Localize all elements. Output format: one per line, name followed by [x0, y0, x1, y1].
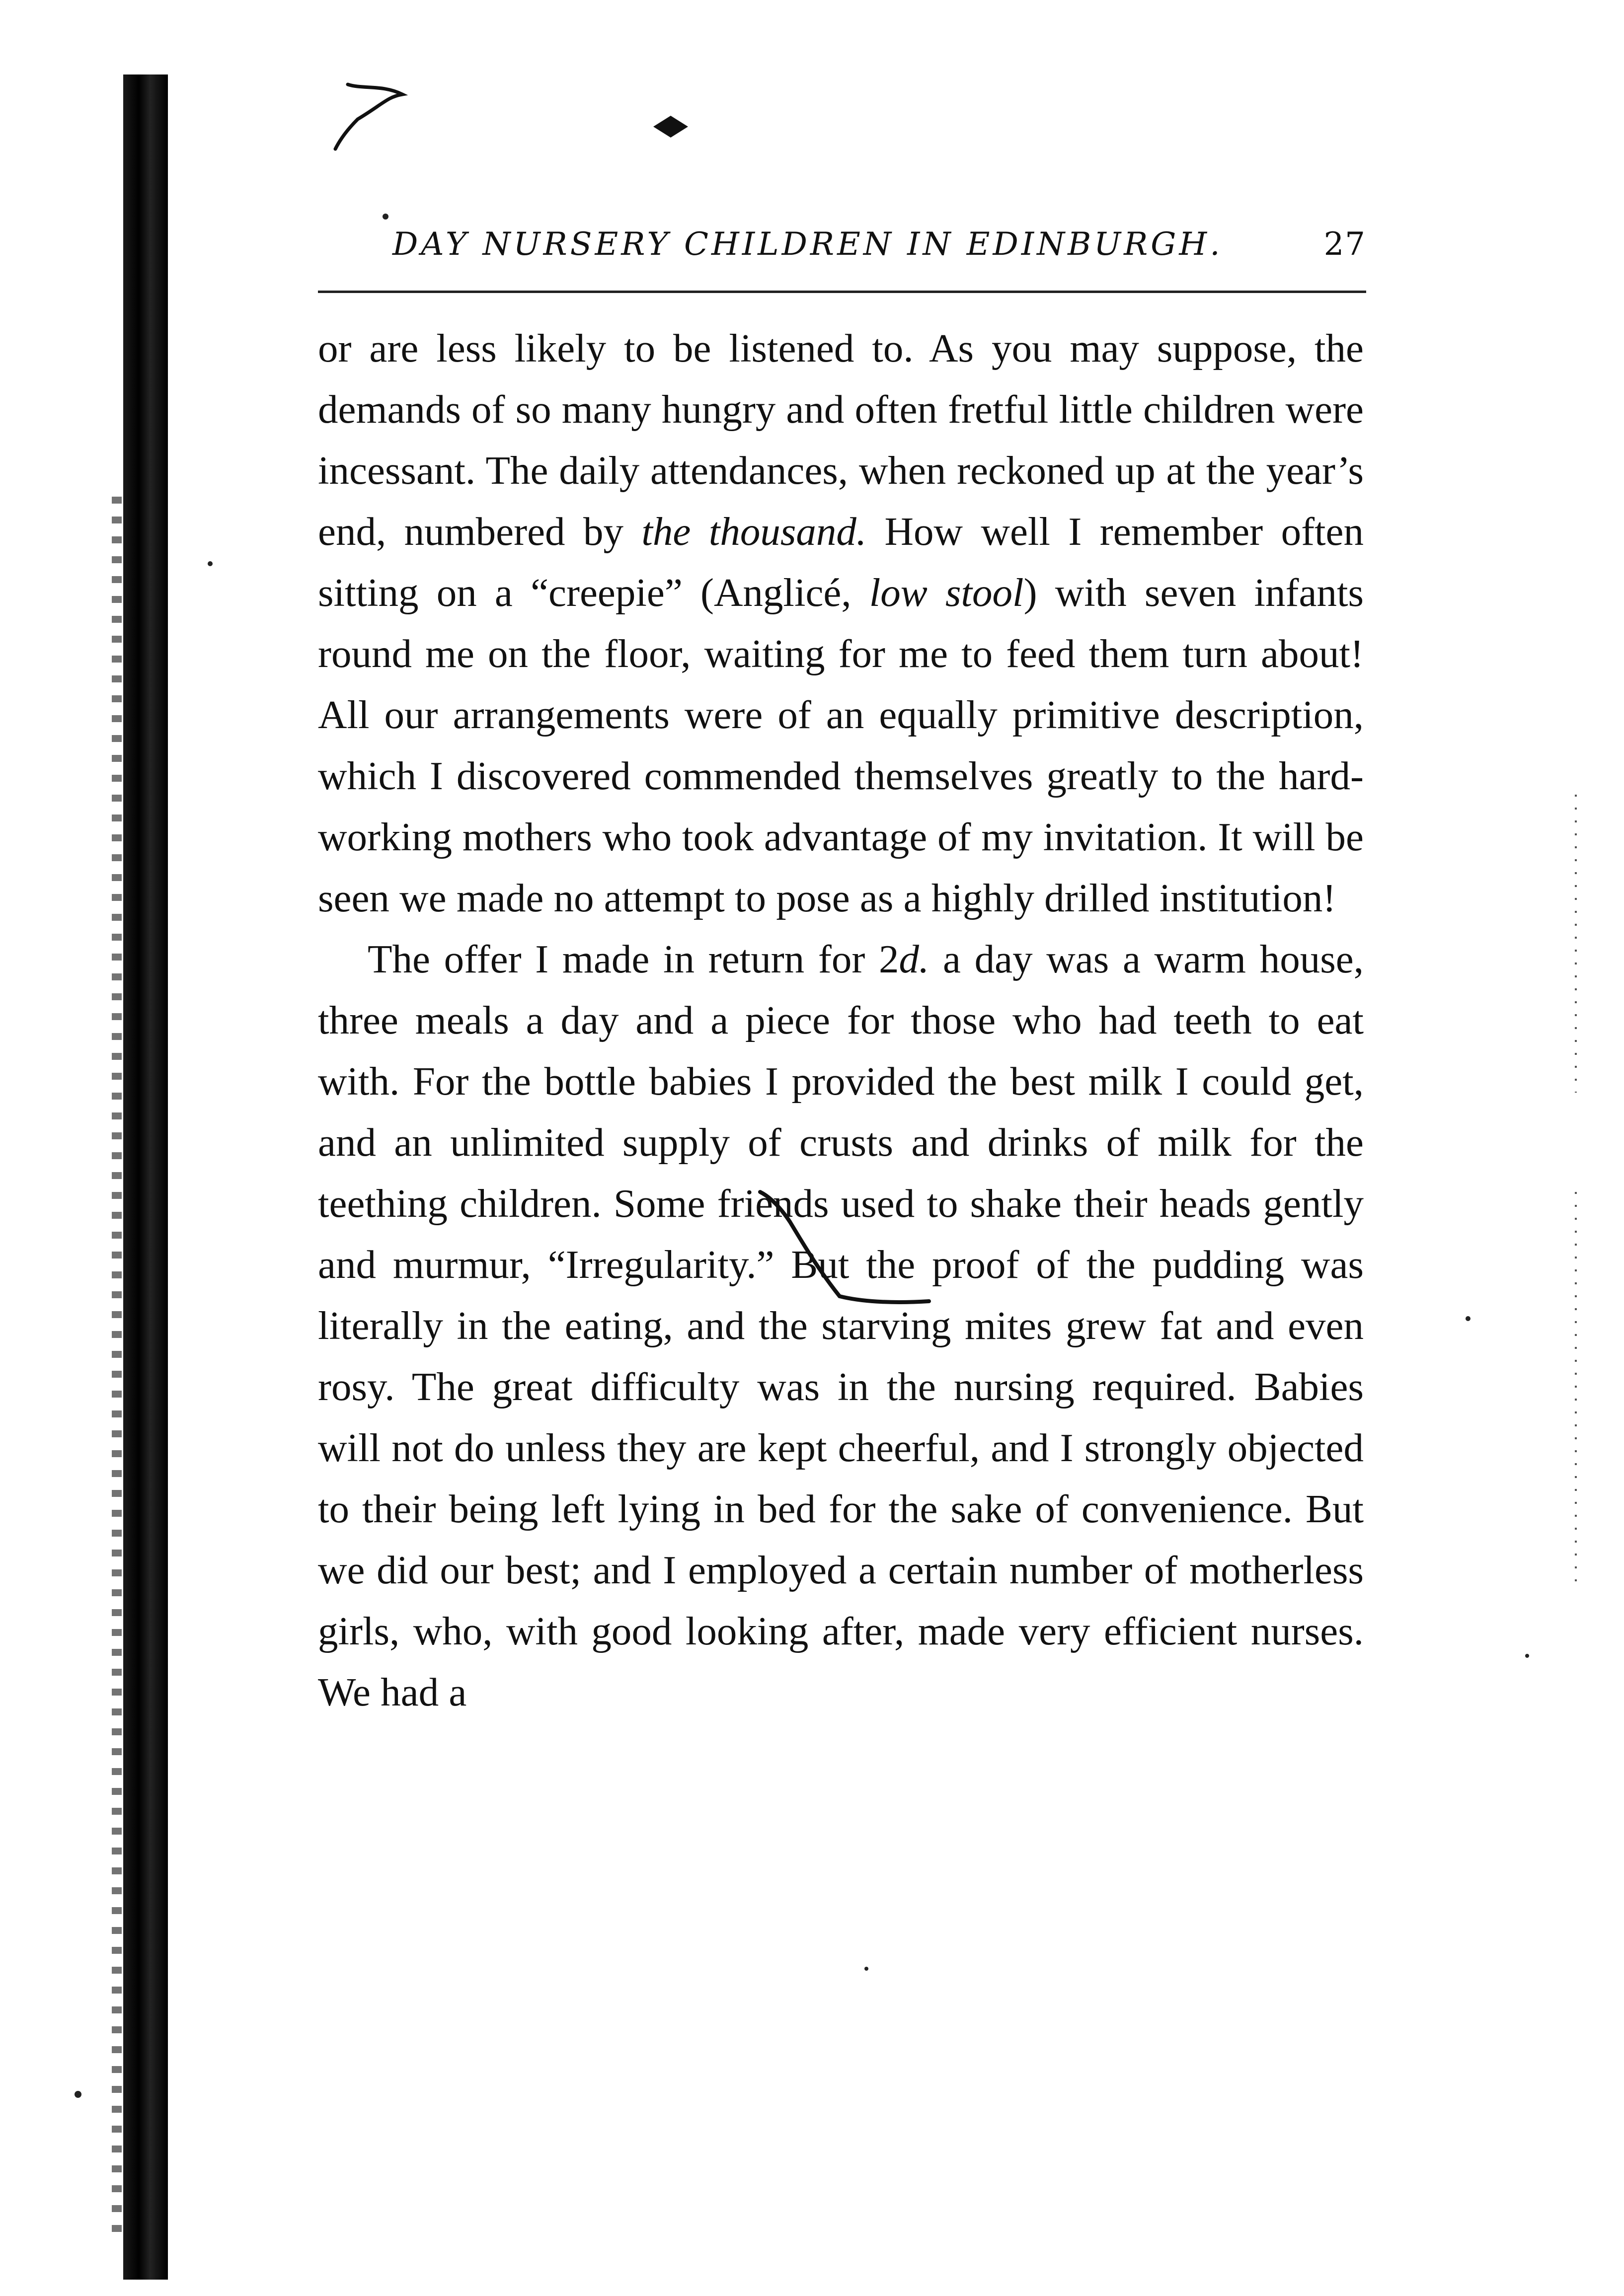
paragraph-1-italic-2: low stool	[869, 570, 1024, 615]
paragraph-1-italic-1: the thousand.	[641, 509, 867, 554]
running-head	[392, 226, 1366, 281]
speck	[383, 214, 388, 220]
paragraph-1-text-3: ) with seven infants round me on the floor, waiting for me to feed them turn about! All our arrangements were of an equally primitive description, which I discovered commended themselves greatly to the hard-working mothers who took advantage of my invitation. It will be seen we made no attempt to pose as a highly drilled institution!	[318, 570, 1364, 920]
speck	[75, 2091, 81, 2098]
paragraph-2-italic-1: d.	[899, 937, 929, 981]
speck	[1525, 1654, 1529, 1658]
paragraph-1-text-2: How well I remember often sitting on a “creepie” (Anglicé,	[318, 509, 1364, 615]
speck	[864, 1967, 868, 1971]
body-text	[318, 318, 1364, 1723]
speck	[208, 561, 213, 566]
running-head-title: DAY NURSERY CHILDREN IN EDINBURGH.	[392, 226, 1223, 263]
pencil-hook-mark	[328, 74, 412, 154]
paragraph-1	[318, 318, 1364, 929]
pencil-annotation-mark	[740, 1177, 949, 1326]
running-head-rule	[318, 291, 1366, 293]
paragraph-1-text-1: or are less likely to be listened to. As you may suppose, the demands of so many hungry and often fretful little children were incessant. The daily attendances, when reckoned up at the year’s end, numbered by	[318, 326, 1364, 554]
page-number: 27	[1323, 226, 1366, 263]
binding-gutter-shadow	[123, 74, 168, 2280]
paragraph-2-text-2: a day was a warm house, three meals a day and a piece for those who had teeth to eat with. For the bottle babies I provided the best milk I could get, and an unlimited supply of crusts and drinks of milk for the teething children. Some friends used to shake their heads gently and murmur, “Irregularity.” But the proof of the pudding was literally in the eating, and the starving mites grew fat and even rosy. The great difficulty was in the nursing required. Babies will not do unless they are kept cheerful, and I strongly objected to their being left lying in bed for the sake of convenience. But we did our best; and I employed a certain number of motherless girls, who, with good looking after, made very efficient nurses. We had a	[318, 937, 1364, 1714]
ornament-mark	[651, 112, 691, 142]
speck	[1466, 1316, 1470, 1321]
page-edge-dots	[1575, 795, 1577, 1093]
page-edge-dots	[1575, 1192, 1577, 1589]
binding-gutter-edge	[112, 497, 122, 2235]
paragraph-2-text-1: The offer I made in return for 2	[368, 937, 899, 981]
